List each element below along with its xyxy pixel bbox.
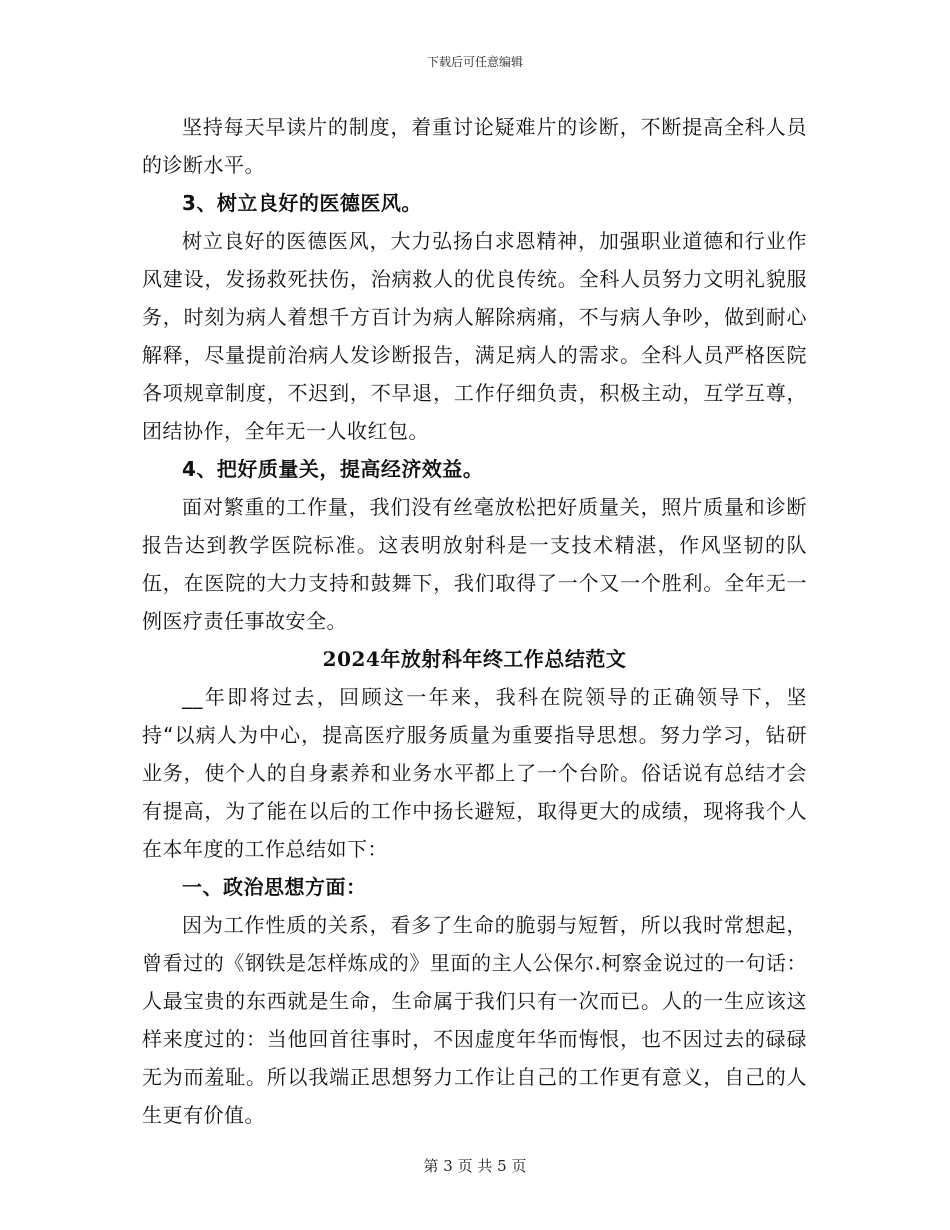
page-number: 第 3 页 共 5 页 [423, 1157, 527, 1175]
section-heading-quality: 4、把好质量关，提高经济效益。 [182, 457, 484, 481]
paragraph-quality: 面对繁重的工作量，我们没有丝毫放松把好质量关，照片质量和诊断报告达到教学医院标准。这表明放射科是一支技术精湛，作风坚韧的队伍，在医院的大力支持和鼓舞下，我们取得了一个又一个胜利。全年无一例医疗责任事故安全。 [142, 495, 807, 633]
document-title: 2024年放射科年终工作总结范文 [322, 647, 627, 671]
section-heading-ethics: 3、树立良好的医德医风。 [182, 191, 422, 215]
section-heading-politics: 一、政治思想方面： [182, 875, 367, 899]
page-header: 下载后可任意编辑 [426, 55, 523, 69]
paragraph-intro: __年即将过去，回顾这一年来，我科在院领导的正确领导下，坚持“以病人为中心，提高医疗服务质量为重要指导思想。努力学习，钻研业务，使个人的自身素养和业务水平都上了一个台阶。俗话说有总结才会有提高，为了能在以后的工作中扬长避短，取得更大的成绩，现将我个人在本年度的工作总结如下： [142, 685, 807, 861]
document-body [142, 108, 807, 1134]
paragraph-ethics: 树立良好的医德医风，大力弘扬白求恩精神，加强职业道德和行业作风建设，发扬救死扶伤，治病救人的优良传统。全科人员努力文明礼貌服务，时刻为病人着想千方百计为病人解除病痛，不与病人争吵，做到耐心解释，尽量提前治病人发诊断报告，满足病人的需求。全科人员严格医院各项规章制度，不迟到，不早退，工作仔细负责，积极主动，互学互尊，团结协作，全年无一人收红包。 [142, 229, 807, 443]
paragraph-reading-system: 坚持每天早读片的制度，着重讨论疑难片的诊断，不断提高全科人员的诊断水平。 [142, 115, 807, 177]
paragraph-politics: 因为工作性质的关系，看多了生命的脆弱与短暂，所以我时常想起，曾看过的《钢铁是怎样炼成的》里面的主人公保尔.柯察金说过的一句话：人最宝贵的东西就是生命，生命属于我们只有一次而已。人的一生应该这样来度过的：当他回首往事时，不因虚度年华而悔恨，也不因过去的碌碌无为而羞耻。所以我端正思想努力工作让自己的工作更有意义，自己的人生更有价值。 [142, 913, 807, 1127]
